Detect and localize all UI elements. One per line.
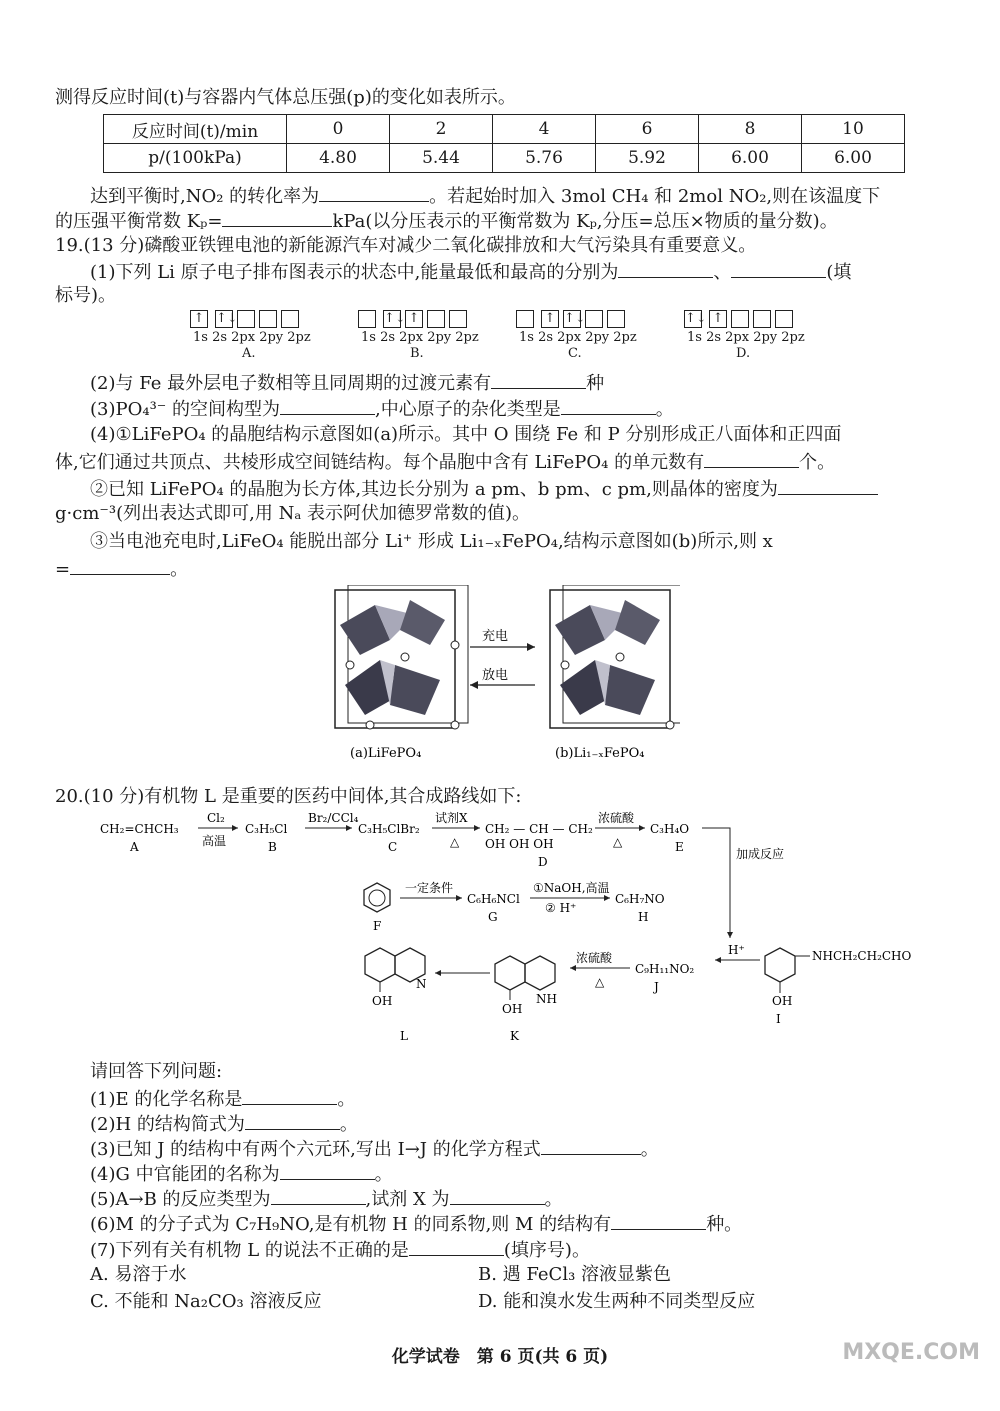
reagent: 浓硫酸 [576, 951, 613, 965]
answer-blank[interactable] [271, 1186, 366, 1205]
crystal-b [550, 585, 680, 729]
label-D: D [538, 855, 548, 869]
table-cell: 4.80 [287, 144, 390, 173]
q19-p5b: g·cm⁻³(列出表达式即可,用 Nₐ 表示阿伏加德罗常数的值)。 [55, 503, 531, 524]
q19-p2 [90, 370, 604, 396]
crystal-a [335, 585, 468, 729]
condition: 加成反应 [736, 847, 785, 861]
table-cell: 10 [802, 115, 905, 144]
condition: 一定条件 [405, 881, 454, 895]
orbital-labels: 1s 2s 2px 2py 2pz [193, 330, 311, 345]
answer-blank[interactable] [280, 1161, 375, 1180]
text: (1)E 的化学名称是 [90, 1089, 243, 1110]
option-label: A. [242, 346, 256, 361]
text: (2)与 Fe 最外层电子数相等且同周期的过渡元素有 [90, 373, 492, 394]
compound-E: C₃H₄O [650, 822, 690, 836]
charge-label: 充电 [482, 629, 509, 644]
condition: △ [450, 835, 460, 849]
text: 。 [337, 1089, 356, 1110]
answer-blank[interactable] [491, 370, 586, 389]
q18-line1 [90, 183, 880, 209]
orbital-box [449, 310, 467, 328]
answer-blank[interactable] [704, 449, 799, 468]
orbital-box [427, 310, 445, 328]
text: 。 [655, 399, 674, 420]
answer-blank[interactable] [541, 1136, 641, 1155]
q20-s4 [90, 1161, 393, 1187]
orbital-box [607, 310, 625, 328]
text: NHCH₂CH₂CHO [812, 949, 912, 963]
table-row [104, 115, 905, 144]
condition: ①NaOH,高温 [533, 881, 610, 895]
q19-title: 19.(13 分)磷酸亚铁锂电池的新能源汽车对减少二氧化碳排放和大气污染具有重要意义。 [55, 235, 757, 256]
text: ,试剂 X 为 [365, 1189, 450, 1210]
label-L: L [400, 1029, 408, 1043]
label-I: I [776, 1012, 781, 1026]
answer-blank[interactable] [245, 1111, 340, 1130]
orbital-labels: 1s 2s 2px 2py 2pz [361, 330, 479, 345]
orbital-box [358, 310, 376, 328]
text: OH [502, 1002, 523, 1016]
option-d: D. 能和溴水发生两种不同类型反应 [478, 1291, 756, 1312]
compound-A: CH₂=CHCH₃ [100, 822, 179, 836]
table-cell: 4 [493, 115, 596, 144]
synthesis-route [90, 808, 950, 1053]
label-F: F [373, 919, 382, 933]
text: N [416, 977, 427, 991]
q20-s6 [90, 1211, 742, 1237]
pressure-table [103, 114, 905, 173]
orbital-option [684, 310, 809, 364]
option-label: B. [410, 346, 424, 361]
orbital-box [237, 310, 255, 328]
orbital-option [516, 310, 641, 364]
text: (6)M 的分子式为 C₇H₉NO,是有机物 H 的同系物,则 M 的结构有 [90, 1214, 612, 1235]
orbital-box [281, 310, 299, 328]
answer-blank[interactable] [731, 259, 826, 278]
table-cell: 2 [390, 115, 493, 144]
option-a: A. 易溶于水 [90, 1264, 187, 1285]
answer-blank[interactable] [409, 1237, 504, 1256]
orbital-box: ↑↓ [564, 311, 586, 326]
orbital-box: ↑ [709, 310, 727, 328]
table-cell: 6.00 [802, 144, 905, 173]
orbital-box [775, 310, 793, 328]
text: OH [372, 994, 393, 1008]
condition: ② H⁺ [545, 901, 577, 915]
q19-p6a: ③当电池充电时,LiFeO₄ 能脱出部分 Li⁺ 形成 Li₁₋ₓFePO₄,结构示意图如(b)所示,则 x [90, 531, 773, 552]
q20-title: 20.(10 分)有机物 L 是重要的医药中间体,其合成路线如下: [55, 786, 522, 807]
table-cell: 6 [596, 115, 699, 144]
orbital-box [585, 310, 603, 328]
table-cell: 5.92 [596, 144, 699, 173]
text: 。 [374, 1164, 393, 1185]
q19-p4b [55, 449, 835, 475]
caption-b: (b)Li₁₋ₓFePO₄ [555, 746, 645, 761]
text: ②已知 LiFePO₄ 的晶胞为长方体,其边长分别为 a pm、b pm、c pm,则晶体的密度为 [90, 479, 778, 500]
text: = [55, 559, 71, 580]
compound-B: C₃H₅Cl [245, 822, 288, 836]
option-label: D. [736, 346, 751, 361]
orbital-option [190, 310, 315, 364]
q19-p6b [55, 556, 188, 582]
q19-p3 [90, 396, 674, 422]
orbital-box [731, 310, 749, 328]
text: (填序号)。 [503, 1240, 590, 1261]
text: (1)下列 Li 原子电子排布图表示的状态中,能量最低和最高的分别为 [90, 262, 619, 283]
answer-blank[interactable] [242, 1086, 337, 1105]
answer-blank[interactable] [611, 1211, 706, 1230]
orbital-box: ↑↓ [216, 311, 238, 326]
q20-ask: 请回答下列问题: [90, 1061, 223, 1082]
label-C: C [388, 840, 398, 854]
answer-blank[interactable] [70, 556, 170, 575]
text: (3)PO₄³⁻ 的空间构型为 [90, 399, 281, 420]
condition: H⁺ [728, 943, 745, 957]
text: (5)A→B 的反应类型为 [90, 1189, 271, 1210]
answer-blank[interactable] [561, 396, 656, 415]
table-cell: 反应时间(t)/min [104, 115, 287, 144]
text: kPa(以分压表示的平衡常数为 Kₚ,分压=总压×物质的量分数)。 [332, 211, 838, 232]
answer-blank[interactable] [778, 476, 878, 495]
caption-a: (a)LiFePO₄ [350, 746, 422, 761]
text: 个。 [799, 452, 836, 473]
q19-p4a: (4)①LiFePO₄ 的晶胞结构示意图如(a)所示。其中 O 围绕 Fe 和 P 分别形成正八面体和正四面 [90, 424, 842, 445]
q19-p1 [90, 259, 851, 285]
table-cell: 8 [699, 115, 802, 144]
orbital-box: ↑ [405, 310, 423, 328]
text: 种。 [706, 1214, 743, 1235]
text: (2)H 的结构简式为 [90, 1114, 245, 1135]
label-H: H [638, 910, 649, 924]
q20-s2 [90, 1111, 358, 1137]
reagent: Cl₂ [207, 811, 225, 825]
text: 种 [586, 373, 605, 394]
text: 体,它们通过共顶点、共棱形成空间链结构。每个晶胞中含有 LiFePO₄ 的单元数有 [55, 452, 705, 473]
compound-J: C₉H₁₁NO₂ [635, 962, 695, 976]
reagent: Br₂/CCl₄ [308, 811, 359, 825]
text: 。 [339, 1114, 358, 1135]
watermark: MXQE.COM [842, 1340, 980, 1365]
orbital-box [259, 310, 277, 328]
q18-line2 [55, 208, 838, 234]
text: 的压强平衡常数 Kₚ= [55, 211, 223, 232]
label-G: G [488, 910, 498, 924]
answer-blank[interactable] [222, 208, 332, 227]
text: (4)G 中官能团的名称为 [90, 1164, 280, 1185]
q20-s7 [90, 1237, 590, 1263]
compound-G: C₆H₆NCl [467, 892, 520, 906]
reagent: 试剂X [435, 811, 468, 825]
crystal-figure [330, 585, 680, 770]
text: (3)已知 J 的结构中有两个六元环,写出 I→J 的化学方程式 [90, 1139, 541, 1160]
text: 。若起始时加入 3mol CH₄ 和 2mol NO₂,则在该温度下 [429, 186, 881, 207]
label-A: A [130, 840, 139, 854]
answer-blank[interactable] [618, 259, 713, 278]
answer-blank[interactable] [280, 396, 375, 415]
label-J: J [654, 980, 659, 994]
answer-blank[interactable] [450, 1186, 545, 1205]
table-cell: 6.00 [699, 144, 802, 173]
text: 。 [544, 1189, 563, 1210]
label-E: E [675, 840, 684, 854]
q20-s1 [90, 1086, 355, 1112]
label-B: B [268, 840, 277, 854]
orbital-labels: 1s 2s 2px 2py 2pz [519, 330, 637, 345]
orbital-box [516, 310, 534, 328]
table-cell: 5.44 [390, 144, 493, 173]
text: NH [536, 992, 557, 1006]
q19-p1-cont: 标号)。 [55, 285, 117, 306]
condition: 高温 [202, 834, 227, 848]
q19-p5a [90, 476, 878, 502]
table-cell: p/(100kPa) [104, 144, 287, 173]
orbital-option [358, 310, 483, 364]
discharge-label: 放电 [482, 668, 509, 683]
text: ,中心原子的杂化类型是 [375, 399, 561, 420]
table-cell: 5.76 [493, 144, 596, 173]
text: (填 [826, 262, 852, 283]
text: 达到平衡时,NO₂ 的转化率为 [90, 186, 320, 207]
orbital-box [753, 310, 771, 328]
page-footer: 化学试卷 第 6 页(共 6 页) [391, 1347, 609, 1367]
condition: △ [595, 975, 605, 989]
option-label: C. [568, 346, 582, 361]
q20-s3 [90, 1136, 659, 1162]
orbital-box: ↑ [190, 310, 208, 328]
condition: △ [613, 835, 623, 849]
table-cell: 0 [287, 115, 390, 144]
label-K: K [510, 1029, 519, 1043]
text: OH OH OH [485, 837, 554, 851]
compound-D: CH₂ — CH — CH₂ [485, 822, 593, 836]
orbital-labels: 1s 2s 2px 2py 2pz [687, 330, 805, 345]
option-c: C. 不能和 Na₂CO₃ 溶液反应 [90, 1291, 322, 1312]
option-b: B. 遇 FeCl₃ 溶液显紫色 [478, 1264, 672, 1285]
text: 。 [170, 559, 189, 580]
text: (7)下列有关有机物 L 的说法不正确的是 [90, 1240, 409, 1261]
text: OH [772, 994, 793, 1008]
answer-blank[interactable] [319, 183, 429, 202]
orbital-box: ↑↓ [384, 311, 406, 326]
reagent: 浓硫酸 [598, 811, 635, 825]
compound-H: C₆H₇NO [615, 892, 665, 906]
text: 、 [713, 262, 732, 283]
q20-s5 [90, 1186, 563, 1212]
orbital-box: ↑↓ [685, 311, 707, 326]
compound-C: C₃H₅ClBr₂ [358, 822, 420, 836]
intro-text: 测得反应时间(t)与容器内气体总压强(p)的变化如表所示。 [55, 87, 516, 108]
text: 。 [640, 1139, 659, 1160]
orbital-box: ↑ [541, 310, 559, 328]
table-row [104, 144, 905, 173]
